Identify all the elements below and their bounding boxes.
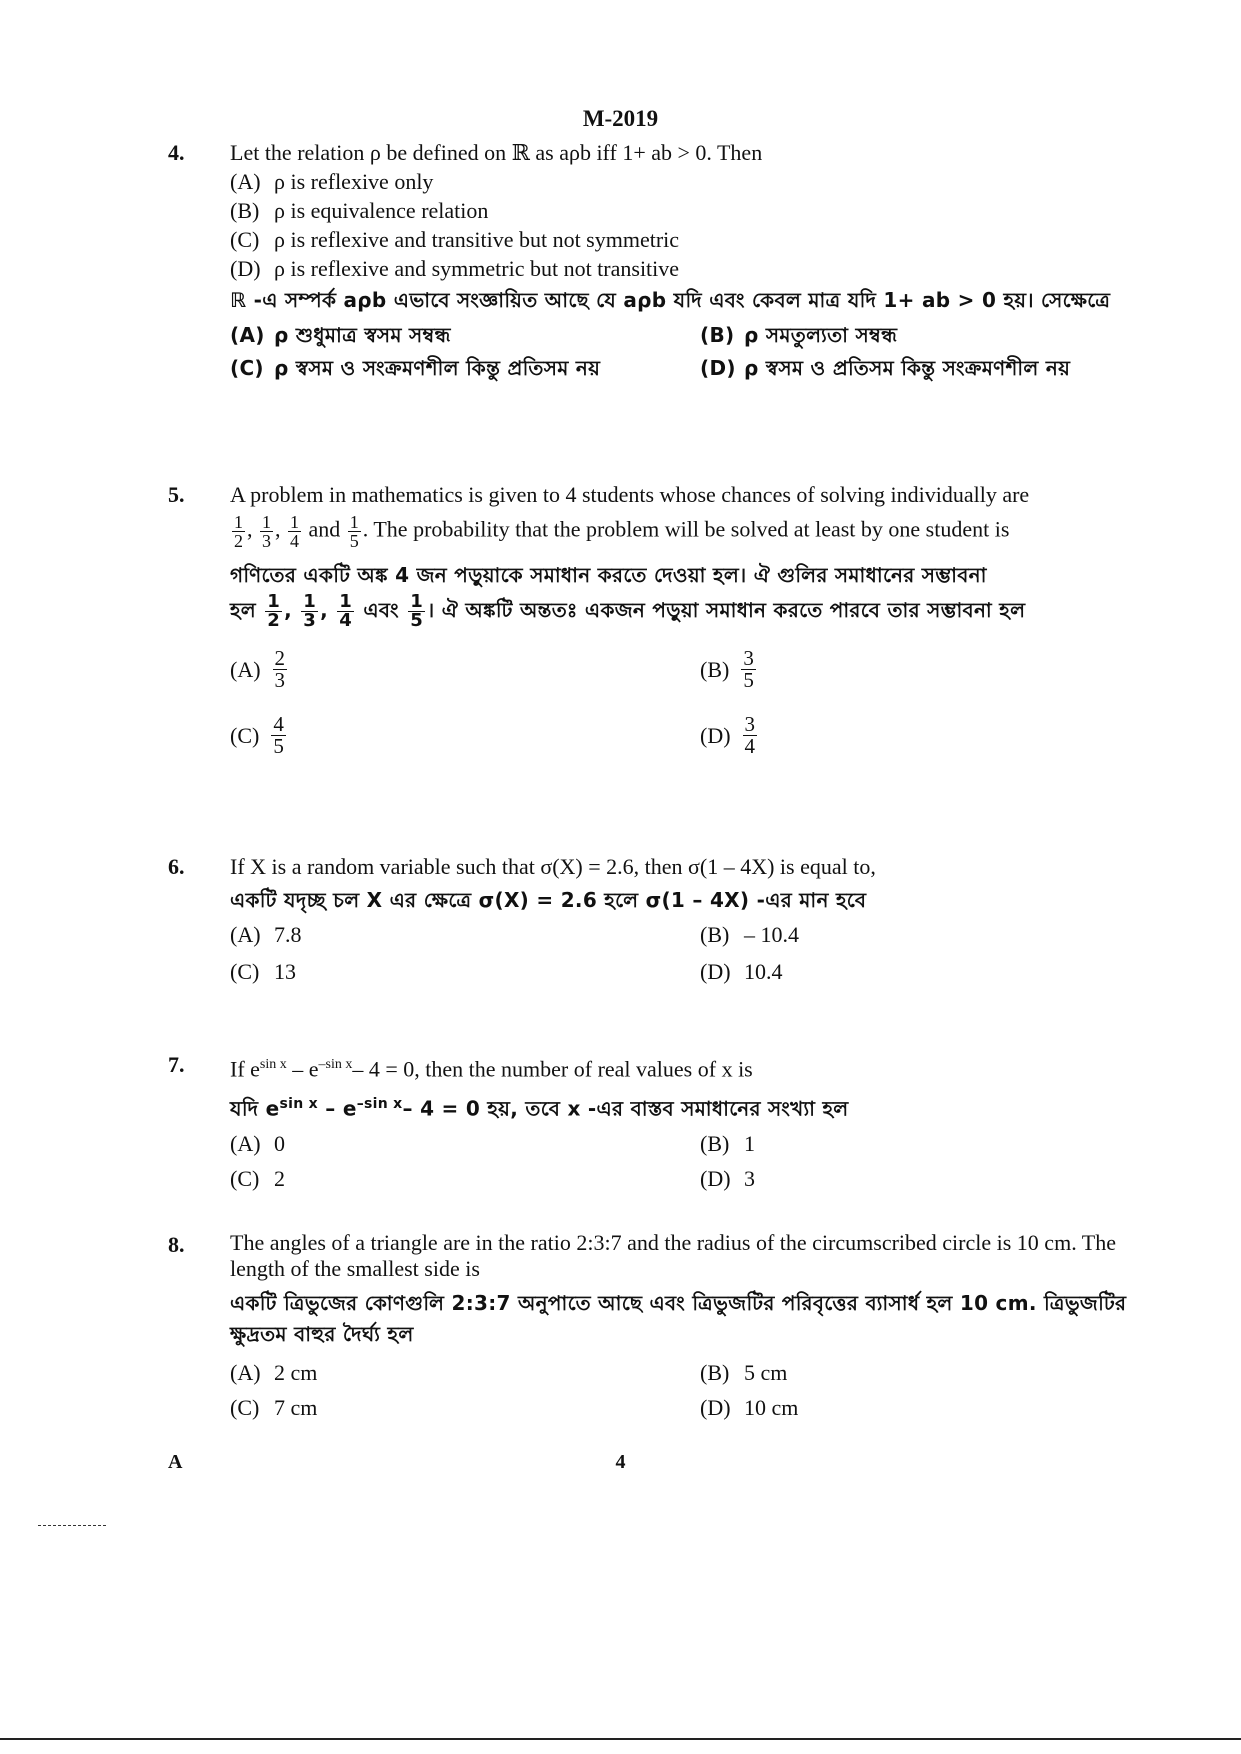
margin-mark [38,1525,106,1527]
question-number: 8. [168,1232,185,1257]
question-stem-en: If X is a random variable such that σ(X) = 2.6, then σ(1 – 4X) is equal to, [230,854,876,879]
question-8 [168,1230,1148,1426]
question-stem-bn: ℝ -এ সম্পর্ক aρb এভাবে সংজ্ঞায়িত আছে যে aρb যদি এবং কেবল মাত্র যদি 1+ ab > 0 হয়। সেক্ষেত্রে [230,288,1111,312]
option-a: (A) $\frac{2}{3}$ [230,646,286,692]
option-d: (D) 10 cm [700,1395,799,1420]
fraction: $\frac{1}{5}$ [349,512,359,551]
option-b: (B) – 10.4 [700,922,799,947]
option-a-bn: (A) ρ শুধুমাত্র স্বসম সম্বন্ধ [230,323,451,347]
question-5 [168,480,1148,774]
fraction: $\frac{1}{4}$ [290,512,299,551]
question-7 [168,1050,1148,1197]
option-b: (B) 1 [700,1130,755,1156]
option-c: (C) 7 cm [230,1395,318,1420]
question-stem-en: The angles of a triangle are in the ratio 2:3:7 and the radius of the circumscribed circle is 10 cm. The length of the smallest side is [230,1230,1116,1281]
question-stem-bn: একটি যদৃচ্ছ চল X এর ক্ষেত্রে σ(X) = 2.6 হলে σ(1 – 4X) -এর মান হবে [230,888,867,912]
option-c: (C) 13 [230,959,296,984]
question-stem-en: Let the relation ρ be defined on ℝ as aρb iff 1+ ab > 0. Then [230,140,763,165]
option-c: (C) $\frac{4}{5}$ [230,712,284,758]
option-c-bn: (C) ρ স্বসম ও সংক্রমণশীল কিন্তু প্রতিসম নয় [230,356,601,380]
question-4 [168,138,1148,386]
question-6 [168,852,1148,990]
fraction: $\frac{1}{3}$ [262,512,271,551]
option-a: (A) 2 cm [230,1360,318,1385]
question-stem-bn: গণিতের একটি অঙ্ক 4 জন পড়ুয়াকে সমাধান করতে দেওয়া হল। ঐ গুলির সমাধানের সম্ভাবনা [230,563,987,587]
fraction: $\frac{1}{3}$ [303,591,317,631]
question-stem-en-fractions: $\frac{1}{2}$ , $\frac{1}{3}$ , $\frac{1}{4}$ and $\frac{1}{5}$ . The probability that the problem will be solved at least by one student is [234,512,1010,551]
option-d-bn: (D) ρ স্বসম ও প্রতিসম কিন্তু সংক্রমণশীল নয় [700,356,1071,380]
option-c: (C) 2 [230,1165,285,1191]
fraction: $\frac{1}{2}$ [234,512,243,551]
fraction: $\frac{1}{2}$ [267,591,281,631]
bottom-rule [0,1738,1241,1740]
option-a: (A) 7.8 [230,922,302,947]
option-b-en: (B) ρ is equivalence relation [230,198,489,223]
option-a-en: (A) ρ is reflexive only [230,169,434,194]
question-stem-en: A problem in mathematics is given to 4 students whose chances of solving individually are [230,482,1030,507]
question-stem-bn: একটি ত্রিভুজের কোণগুলি 2:3:7 অনুপাতে আছে এবং ত্রিভুজটির পরিবৃত্তের ব্যাসার্ধ হল 10 cm. ত্রিভুজটির ক্ষুদ্রতম বাহুর দৈর্ঘ্য হল [230,1291,1127,1346]
fraction: $\frac{1}{5}$ [410,591,424,631]
option-a: (A) 0 [230,1130,285,1156]
option-d: (D) 3 [700,1165,755,1191]
question-number: 4. [168,140,185,165]
question-number: 5. [168,482,185,507]
question-stem-bn-fractions: হল $\frac{1}{2}$ , $\frac{1}{3}$ , $\frac{1}{4}$ এবং $\frac{1}{5}$ । ঐ অঙ্কটি অন্ততঃ একজন পড়ুয়া সমাধান করতে পারবে তার সম্ভাবনা হল [230,591,1026,631]
option-d: (D) $\frac{3}{4}$ [700,712,756,758]
option-d: (D) 10.4 [700,959,783,984]
question-set-label: A [168,1451,183,1473]
option-b: (B) 5 cm [700,1360,788,1385]
option-d-en: (D) ρ is reflexive and symmetric but not transitive [230,256,680,281]
option-b: (B) $\frac{3}{5}$ [700,646,754,692]
question-number: 7. [168,1052,185,1077]
question-stem-en: If $e^{sin x} - e^{-sin x}-$ 4 = 0, then the number of real values of x is [230,1056,753,1082]
fraction: $\frac{1}{4}$ [339,591,353,631]
question-stem-bn: যদি $e^{sin x} - e^{-sin x}-$ 4 = 0 হয়, তবে x -এর বাস্তব সমাধানের সংখ্যা হল [230,1096,849,1121]
page-number: 4 [615,1451,626,1473]
paper-code: M-2019 [582,106,659,131]
option-b-bn: (B) ρ সমতুল্যতা সম্বন্ধ [700,323,898,347]
question-number: 6. [168,854,185,879]
option-c-en: (C) ρ is reflexive and transitive but not symmetric [230,227,680,252]
